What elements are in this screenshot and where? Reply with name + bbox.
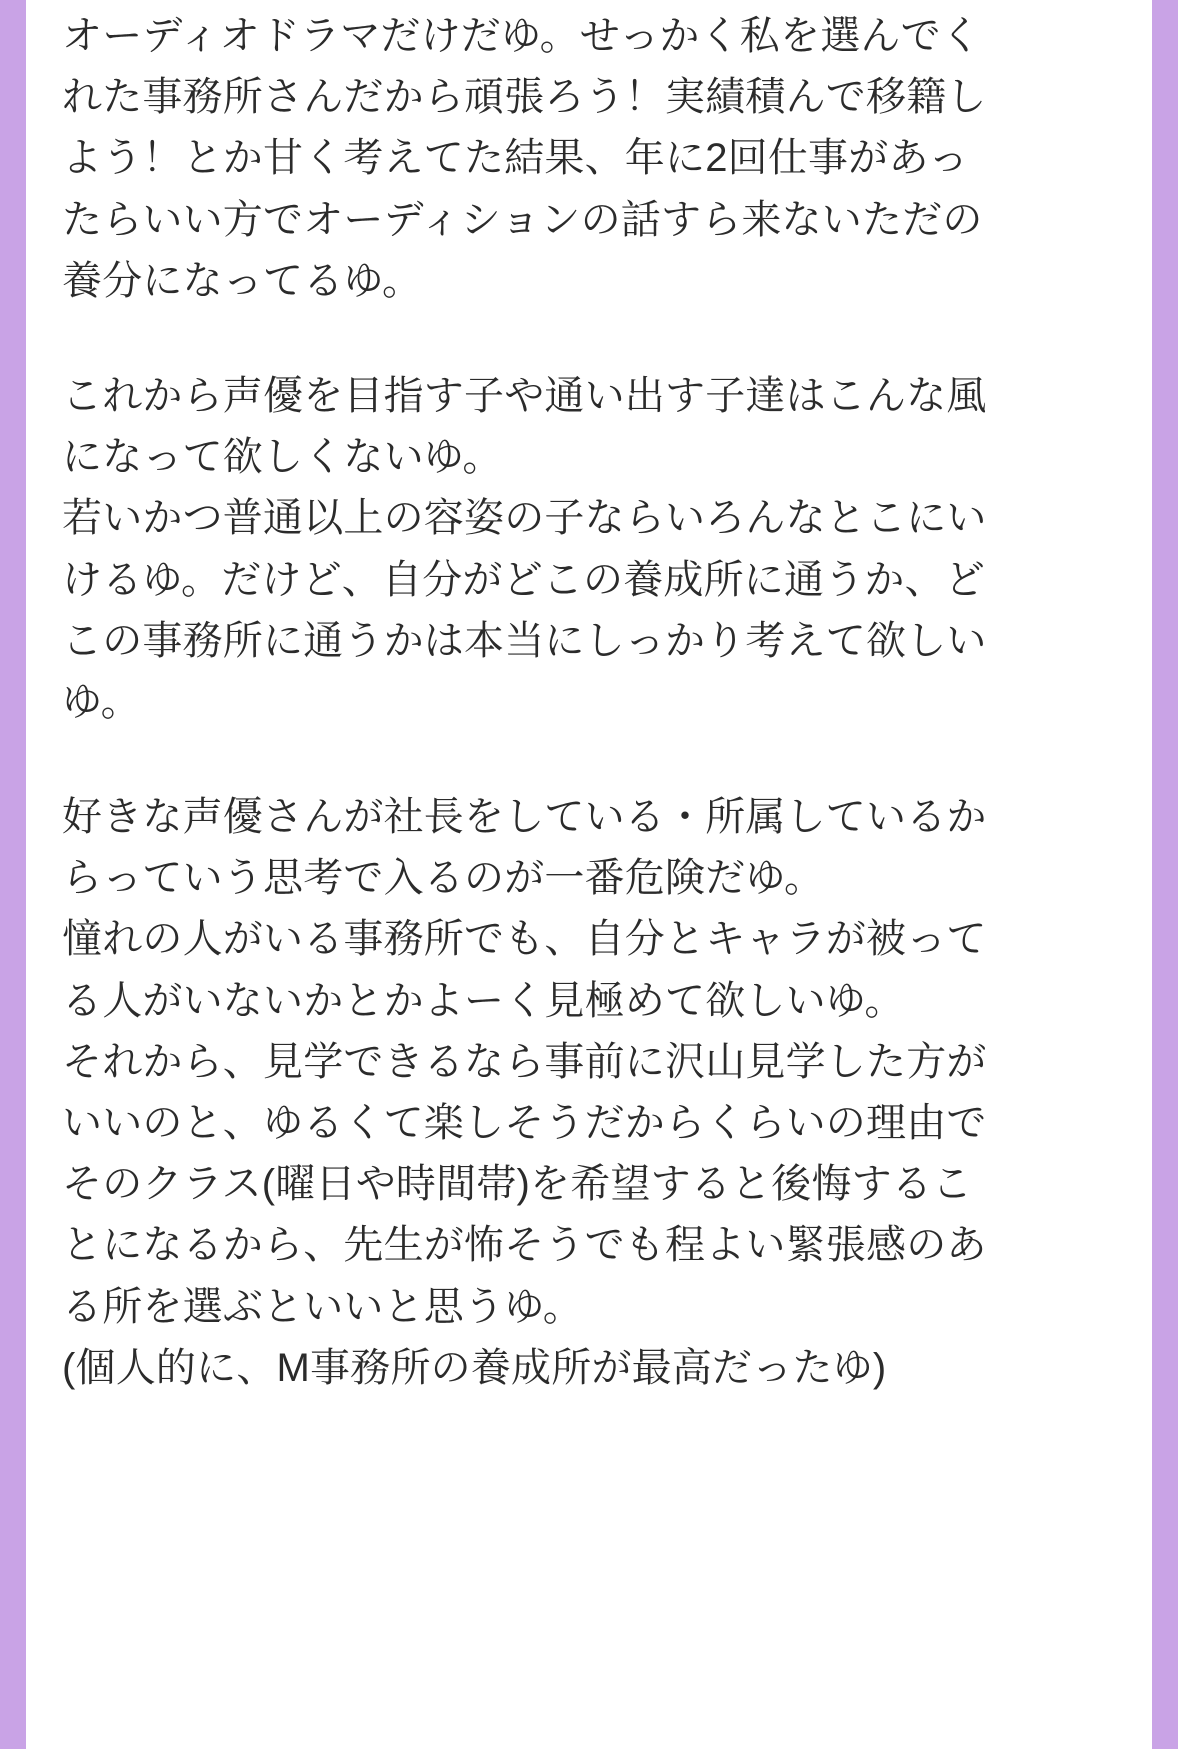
paragraph-block-1 [62, 6, 1116, 312]
text-line: オーディオドラマだけだゆ。せっかく私を選んでく [62, 14, 981, 58]
paragraph-gap [62, 312, 1116, 366]
text-line: この事務所に通うかは本当にしっかり考えて欲しい [62, 618, 987, 663]
text-line: 養分になってるゆ。 [62, 258, 423, 303]
text-line: 憧れの人がいる事務所でも、自分とキャラが被って [62, 917, 987, 962]
text-line: 若いかつ普通以上の容姿の子ならいろんなとこにい [62, 496, 987, 541]
text-line: らっていう思考で入るのが一番危険だゆ。 [62, 856, 825, 901]
text-line: たらいい方でオーディションの話すら来ないただの [62, 197, 983, 242]
text-line: そのクラス(曜日や時間帯)を希望すると後悔するこ [62, 1162, 973, 1207]
text-line: 好きな声優さんが社長をしている・所属しているか [62, 795, 987, 840]
document-body [26, 0, 1152, 1749]
text-line: これから声優を目指す子や通い出す子達はこんな風 [62, 373, 987, 418]
text-line: それから、見学できるなら事前に沢山見学した方が [62, 1039, 987, 1084]
paragraph-gap [62, 733, 1116, 787]
text-line: る人がいないかとかよーく見極めて欲しいゆ。 [62, 978, 905, 1023]
left-accent-bar [0, 0, 26, 1749]
text-line: ゆ。 [62, 679, 141, 724]
text-line: いいのと、ゆるくて楽しそうだからくらいの理由で [62, 1101, 987, 1145]
text-line: よう！とか甘く考えてた結果、年に2回仕事があっ [62, 136, 969, 181]
text-line: とになるから、先生が怖そうでも程よい緊張感のあ [62, 1223, 987, 1268]
text-line: る所を選ぶといいと思うゆ。 [62, 1284, 583, 1329]
text-line: (個人的に、M事務所の養成所が最高だったゆ) [62, 1345, 887, 1390]
paragraph-block-2 [62, 366, 1116, 733]
right-accent-bar [1152, 0, 1178, 1749]
text-line: になって欲しくないゆ。 [62, 435, 503, 480]
text-line: けるゆ。だけど、自分がどこの養成所に通うか、ど [62, 557, 985, 602]
text-line: れた事務所さんだから頑張ろう！実績積んで移籍し [62, 75, 987, 120]
paragraph-block-3 [62, 787, 1116, 1399]
